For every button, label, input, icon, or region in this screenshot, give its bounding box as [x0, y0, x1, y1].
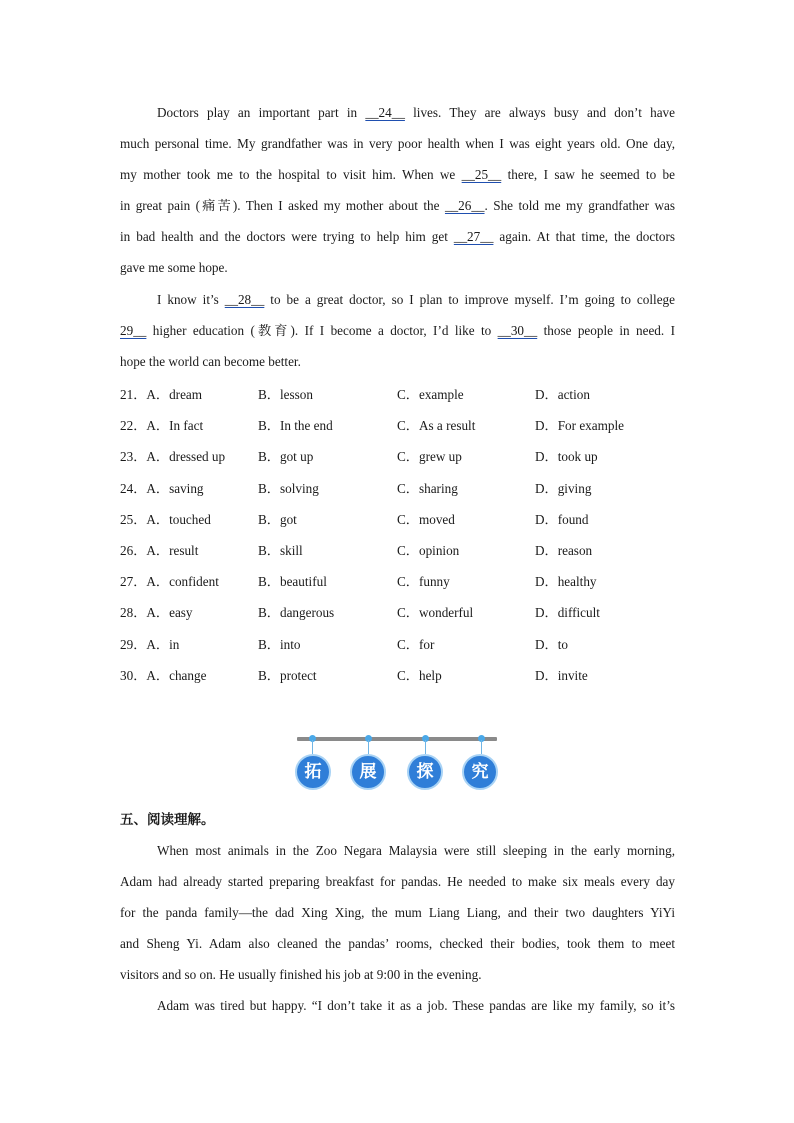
- option-row-23: [120, 439, 680, 470]
- option-d: D．took up: [535, 449, 598, 465]
- blank-27: __27__: [453, 229, 494, 245]
- option-d: D．invite: [535, 667, 588, 683]
- extension-banner: [295, 734, 499, 794]
- passage-line: gave me some hope.: [120, 260, 228, 276]
- option-a: 30．A．change: [120, 667, 207, 683]
- passage-line: in great pain (痛苦). Then I asked my mother about the __26__. She told me my grandfather was: [120, 198, 675, 214]
- option-b: B．lesson: [258, 387, 313, 402]
- blank-24: __24__: [365, 105, 405, 120]
- option-c: C．for: [397, 636, 435, 652]
- passage-line: Adam was tired but happy. “I don’t take it as a job. These pandas are like my family, so it’s: [157, 998, 675, 1013]
- option-d: D．giving: [535, 480, 592, 496]
- option-a: 29．A．in: [120, 636, 180, 652]
- option-row-22: [120, 408, 680, 439]
- passage-line: Adam had already started preparing breakfast for pandas. He needed to make six meals every day: [120, 874, 675, 890]
- passage-line: my mother took me to the hospital to visit him. When we __25__ there, I saw he seemed to be: [120, 167, 675, 183]
- passage-line: much personal time. My grandfather was in very poor health when I was eight years old. One day,: [120, 136, 675, 152]
- option-c: C．As a result: [397, 418, 476, 434]
- option-b: B．protect: [258, 667, 317, 683]
- option-a: 24．A．saving: [120, 480, 204, 496]
- option-b: B．into: [258, 636, 301, 652]
- option-row-24: [120, 471, 680, 502]
- banner-char-zhan: 展: [350, 754, 386, 790]
- option-d: D．healthy: [535, 574, 597, 590]
- passage-2-paragraph-2: [120, 990, 675, 1021]
- passage-line: Doctors play an important part in __24__ lives. They are always busy and don’t have: [157, 105, 675, 120]
- blank-26: __26__: [444, 198, 485, 214]
- passage-line: When most animals in the Zoo Negara Malaysia were still sleeping in the early morning,: [157, 843, 675, 858]
- blank-30: __30__: [497, 323, 538, 339]
- passage-line: visitors and so on. He usually finished his job at 9:00 in the evening.: [120, 967, 482, 983]
- option-row-28: [120, 595, 680, 626]
- option-d: D．difficult: [535, 605, 600, 621]
- passage-line: 29__ higher education (教育). If I become a doctor, I’d like to __30__ those people in need. I: [120, 323, 675, 339]
- option-b: B．got: [258, 511, 297, 527]
- option-row-27: [120, 564, 680, 595]
- answer-options: [120, 377, 680, 689]
- option-d: D．to: [535, 636, 568, 652]
- option-d: D．reason: [535, 542, 593, 558]
- blank-28: __28__: [224, 292, 265, 307]
- passage-line: and Sheng Yi. Adam also cleaned the pandas’ rooms, checked their bodies, took them to meet: [120, 936, 675, 952]
- passage-line: I know it’s __28__ to be a great doctor, so I plan to improve myself. I’m going to college: [157, 292, 675, 307]
- passage-1-paragraph-1: [120, 97, 675, 284]
- option-d: D．found: [535, 511, 589, 527]
- option-b: B．solving: [258, 480, 319, 496]
- option-a: 27．A．confident: [120, 574, 219, 590]
- banner-bar: [297, 737, 497, 741]
- option-b: B．In the end: [258, 418, 333, 434]
- option-b: B．beautiful: [258, 574, 327, 590]
- passage-2-paragraph-1: [120, 835, 675, 990]
- section-heading: 五、阅读理解。: [120, 812, 215, 828]
- option-b: B．got up: [258, 449, 314, 465]
- option-a: 21．A．dream: [120, 387, 203, 402]
- option-c: C．wonderful: [397, 605, 474, 621]
- option-d: D．action: [535, 387, 590, 402]
- option-c: C．funny: [397, 574, 450, 590]
- option-a: 23．A．dressed up: [120, 449, 226, 465]
- option-d: D．For example: [535, 418, 624, 434]
- option-c: C．sharing: [397, 480, 458, 496]
- option-a: 22．A．In fact: [120, 418, 204, 434]
- passage-line: for the panda family—the dad Xing Xing, the mum Liang Liang, and their two daughters YiYi: [120, 905, 675, 921]
- option-c: C．example: [397, 387, 464, 402]
- option-c: C．help: [397, 667, 442, 683]
- option-row-26: [120, 533, 680, 564]
- option-b: B．dangerous: [258, 605, 335, 621]
- banner-stem: [481, 740, 482, 754]
- blank-25: __25__: [461, 167, 502, 183]
- option-a: 25．A．touched: [120, 511, 211, 527]
- option-c: C．moved: [397, 511, 455, 527]
- option-row-25: [120, 502, 680, 533]
- banner-char-jiu: 究: [462, 754, 498, 790]
- option-a: 26．A．result: [120, 542, 199, 558]
- option-a: 28．A．easy: [120, 605, 193, 621]
- option-row-29: [120, 627, 680, 658]
- option-row-30: [120, 658, 680, 689]
- option-b: B．skill: [258, 542, 303, 558]
- passage-line: in bad health and the doctors were trying to help him get __27__ again. At that time, the doctors: [120, 229, 675, 245]
- option-c: C．opinion: [397, 542, 460, 558]
- banner-stem: [312, 740, 313, 754]
- blank-29: 29__: [120, 323, 147, 339]
- option-row-21: [120, 377, 680, 408]
- banner-char-tuo: 拓: [295, 754, 331, 790]
- option-c: C．grew up: [397, 449, 462, 465]
- passage-1-paragraph-2: [120, 284, 675, 377]
- passage-line: hope the world can become better.: [120, 354, 301, 370]
- banner-stem: [425, 740, 426, 754]
- banner-stem: [368, 740, 369, 754]
- banner-char-tan: 探: [407, 754, 443, 790]
